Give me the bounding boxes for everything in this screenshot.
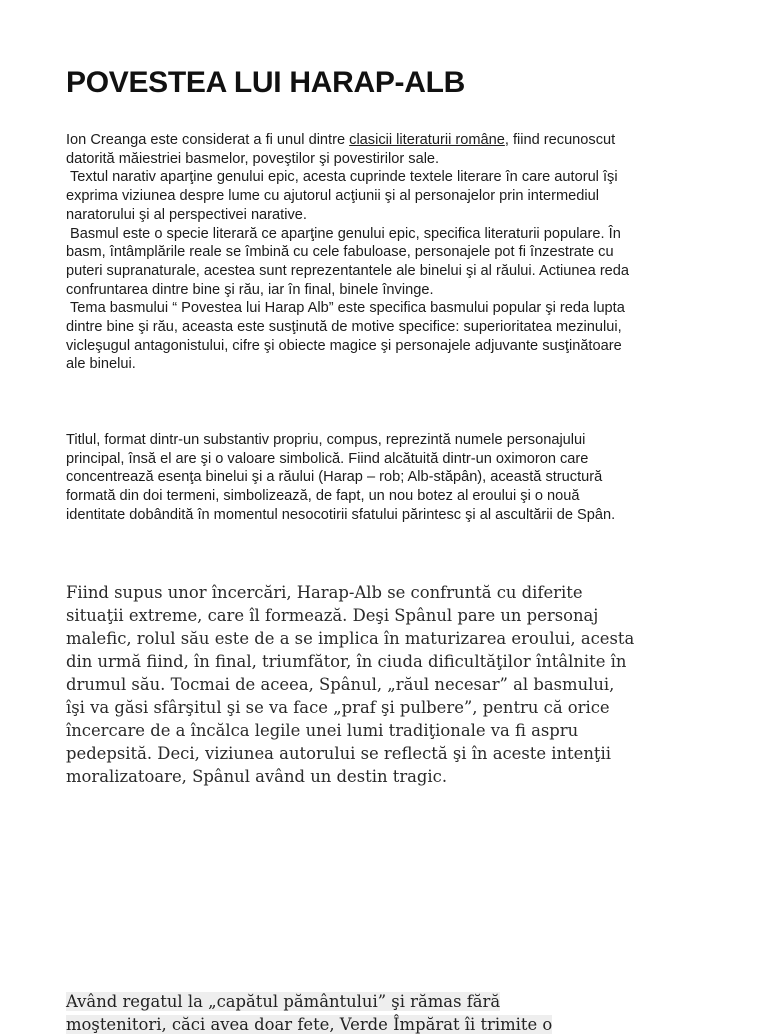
intro-paragraph-1 xyxy=(66,131,636,168)
bottom-paragraph-cutoff xyxy=(66,1013,706,1036)
intro-paragraph-2: Textul narativ aparţine genului epic, acesta cuprinde textele literare în care autorul îşi exprima viziunea despre lume cu ajutorul acţiunii şi al personajelor prin intermediul naratorului şi al perspectivei narative. xyxy=(66,169,618,223)
intro-p1-rest: , fiind recunoscut datorită măiestriei basmelor, poveştilor şi povestirilor sale. xyxy=(66,132,616,167)
title-analysis-paragraph: Titlul, format dintr-un substantiv propriu, compus, reprezintă numele personajului principal, însă el are şi o valoare simbolică. Fiind alcătuită dintr-un oximoron care concentrează esenţa binelui şi a răului (Harap – rob; Alb-stăpân), această structură formată din doi termeni, simbolizează, de fapt, un nou botez al eroului şi o nouă identitate dobândită în momentul nesocotirii sfatului părintesc şi al ascultării de Spân. xyxy=(66,432,616,523)
serif-paragraph: Fiind supus unor încercări, Harap-Alb se confruntă cu diferite situaţii extreme, care îl formează. Deşi Spânul pare un personaj malefic, rolul său este de a se implica în maturizarea eroului, acesta din urmă fiind, în final, triumfător, în ciuda dificultăţilor întâlnite în drumul său. Tocmai de aceea, Spânul, „răul necesar” al basmului, îşi va găsi sfârşitul şi se va face „praf şi pulbere”, pentru că orice încercare de a încălca legile unei lumi tradiţionale va fi aspru pedepsită. Deci, viziunea autorului se reflectă şi în aceste intenţii moralizatoare, Spânul având un destin tragic. xyxy=(66,583,635,786)
intro-section xyxy=(66,131,636,374)
bottom-paragraph-line xyxy=(66,990,706,1013)
bottom-line-text: Având regatul la „capătul pământului” şi rămas fără xyxy=(66,992,501,1011)
title-analysis-section xyxy=(66,431,636,525)
intro-p1-text: Ion Creanga este considerat a fi unul dintre xyxy=(66,132,350,148)
intro-paragraph-4: Tema basmului “ Povestea lui Harap Alb” este specifica basmului popular şi reda lupta dintre bine şi rău, aceasta este susţinută de motive specifice: superioritatea mezinului, vicleşugul antagonistului, cifre şi obiecte magice şi personajele adjuvante susţinătoare ale binelui. xyxy=(66,300,625,373)
bottom-cutoff-text: moştenitori, căci avea doar fete, Verde Împărat îi trimite o xyxy=(66,1015,553,1034)
document-title: POVESTEA LUI HARAP-ALB xyxy=(66,66,465,99)
classics-link[interactable]: clasicii literaturii române xyxy=(349,132,505,148)
intro-paragraph-3: Basmul este o specie literară ce aparţine genului epic, specifica literaturii populare. În basm, întâmplările reale se îmbină cu cele fabuloase, personajele pot fi înzestrate cu puteri supranaturale, acestea sunt reprezentantele ale binelui şi al răului. Actiunea reda confruntarea dintre bine şi rău, iar în final, binele învinge. xyxy=(66,225,630,298)
